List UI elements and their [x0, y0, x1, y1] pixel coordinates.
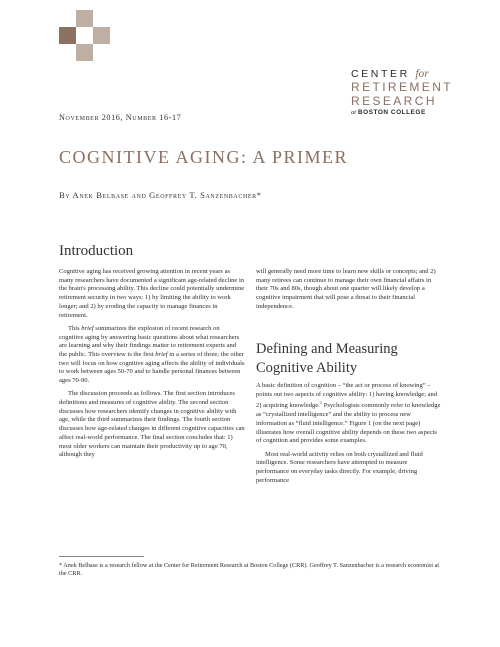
- defining-paragraph-2: Most real-world activity relies on both crystallized and fluid intelligence. Some researchers have attempted to measure performance on everyday tasks directly. For example, driving performance: [256, 450, 423, 484]
- logo-square-dark: [59, 27, 76, 44]
- intro-paragraph-2: This brief summarizes the explosion of recent research on cognitive aging by answering basic questions about what researchers are learning and why their findings matter to retirement experts and the public. This overview is the first brief in a series of three; the other two will focus on how cognitive aging affects the ability of individuals to work between ages 50-70 and to handle personal finances between ages 70-90.: [59, 324, 245, 385]
- intro-paragraph-3: The discussion proceeds as follows. The first section introduces definitions and measures of cognitive ability. The second section discusses how researchers identify changes in cognitive ability with age, while the third summarizes their findings. The fourth section discusses how age-related changes in different cognitive capacities can affect real-world performance. The final section concludes that: 1) most older workers can maintain their productivity up to age 70, although they: [59, 390, 245, 459]
- logo-line-retirement: RETIREMENT: [351, 80, 453, 94]
- logo-line-research: RESEARCH: [351, 94, 437, 108]
- right-column-bottom: [256, 382, 442, 490]
- logo-line-center: CENTER for: [351, 68, 429, 80]
- intro-paragraph-1: Cognitive aging has received growing attention in recent years as many researchers have documented a significant age-related decline in the brain's processing ability. This decline could potentially undermine retirement security in two ways: 1) by limiting the ability to work longer; and 2) by eroding the capacity to manage finances in retirement.: [59, 268, 245, 319]
- intro-paragraph-3-continued: will generally need more time to learn new skills or concepts; and 2) many retirees can continue to manage their own financial affairs in their 70s and 80s, though about one quarter will likely develop a cognitive impairment that will pose a threat to their financial independence.: [256, 268, 436, 310]
- logo-square-light-right: [93, 27, 110, 44]
- heading-defining-measuring: Defining and Measuring Cognitive Ability: [256, 341, 398, 376]
- crr-logo: [351, 68, 453, 116]
- logo-line-boston-college: at BOSTON COLLEGE: [351, 109, 426, 116]
- authors-line: By Anek Belbase and Geoffrey T. Sanzenbacher*: [59, 190, 262, 200]
- right-column-top: [256, 268, 442, 316]
- issue-date: November 2016, Number 16-17: [59, 113, 182, 122]
- footnote-ref-1: 1: [319, 400, 323, 406]
- footnote-divider: [59, 556, 144, 557]
- page-title: COGNITIVE AGING: A PRIMER: [59, 147, 349, 167]
- left-column: [59, 268, 245, 465]
- logo-square-light-bottom: [76, 44, 93, 61]
- defining-paragraph-1: A basic definition of cognition – “the act or process of knowing” – points out two aspects of cognitive ability: 1) having knowledge; and 2) acquiring knowledge.$^1$ Psychologists commonly refer to knowledge as “crystallized intelligence” and the ability to process new information as “fluid intelligence.” Figure 1 (on the next page) illustrates how overall cognitive ability depends on these two aspects of cognition and provides some examples.: [256, 382, 441, 445]
- logo-square-light-top: [76, 10, 93, 27]
- heading-introduction: Introduction: [59, 243, 134, 259]
- author-footnote: * Anek Belbase is a research fellow at the Center for Retirement Research at Boston College (CRR). Geoffrey T. Sanzenbacher is a research economist at the CRR.: [59, 562, 440, 578]
